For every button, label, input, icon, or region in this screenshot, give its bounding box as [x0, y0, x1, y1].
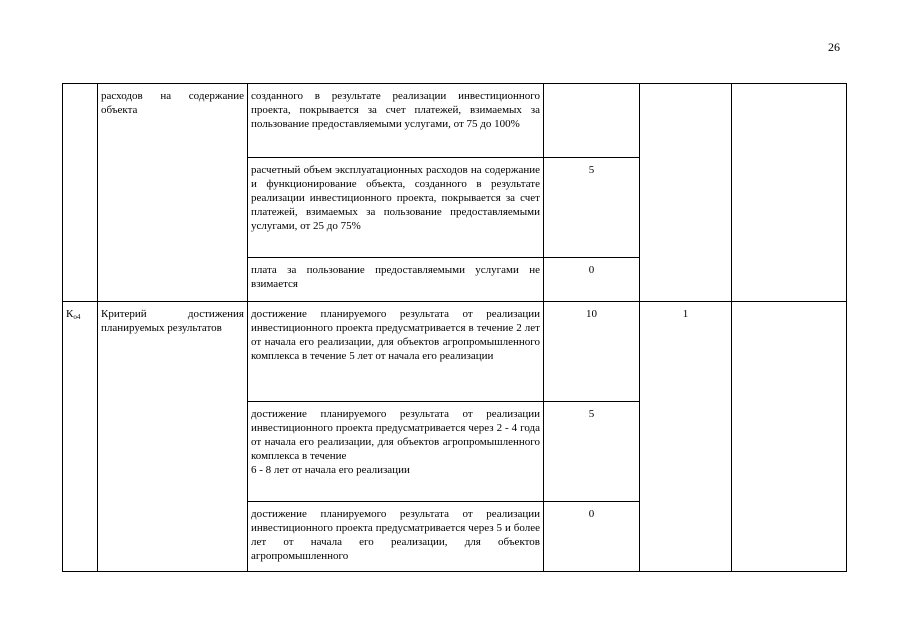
score-cell — [544, 84, 640, 158]
code-cell — [63, 84, 98, 302]
empty-cell — [732, 302, 847, 572]
criterion-cell: расходов на содержание объекта — [98, 84, 248, 302]
condition-cell: созданного в результате реализации инвестиционного проекта, покрывается за счет платежей, взимаемых за пользование предоставляемыми услугами, от 75 до 100% — [248, 84, 544, 158]
page-number: 26 — [828, 40, 840, 54]
score-cell: 5 — [544, 402, 640, 502]
criteria-table — [62, 83, 847, 572]
code-cell — [63, 302, 98, 572]
table-row — [63, 302, 847, 402]
code-main: К — [66, 308, 74, 320]
condition-cell: плата за пользование предоставляемыми услугами не взимается — [248, 258, 544, 302]
empty-cell — [732, 84, 847, 302]
score-cell: 0 — [544, 502, 640, 572]
score-cell: 5 — [544, 158, 640, 258]
score-cell: 0 — [544, 258, 640, 302]
score-cell: 10 — [544, 302, 640, 402]
condition-cell: достижение планируемого результата от реализации инвестиционного проекта предусматривается в течение 2 лет от начала его реализации, для объектов агропромышленного комплекса в течение 5 лет от начала его реализации — [248, 302, 544, 402]
condition-text: достижение планируемого результата от реализации инвестиционного проекта предусматривается через 5 и более лет от начала его реализации, для объектов агропромышленного — [251, 508, 540, 562]
criterion-cell: Критерий достижения планируемых результатов — [98, 302, 248, 572]
weight-cell — [640, 84, 732, 302]
condition-cell — [248, 502, 544, 572]
weight-cell: 1 — [640, 302, 732, 572]
table-row — [63, 84, 847, 158]
condition-cell: достижение планируемого результата от реализации инвестиционного проекта предусматривается через 2 - 4 года от начала его реализации, для объектов агропромышленного комплекса в течение 6 - 8 лет от начала его реализации — [248, 402, 544, 502]
condition-cell: расчетный объем эксплуатационных расходов на содержание и функционирование объекта, созданного в результате реализации инвестиционного проекта, покрывается за счет платежей, взимаемых за пользование предоставляемыми услугами, от 25 до 75% — [248, 158, 544, 258]
code-subscript: о4 — [73, 313, 81, 321]
